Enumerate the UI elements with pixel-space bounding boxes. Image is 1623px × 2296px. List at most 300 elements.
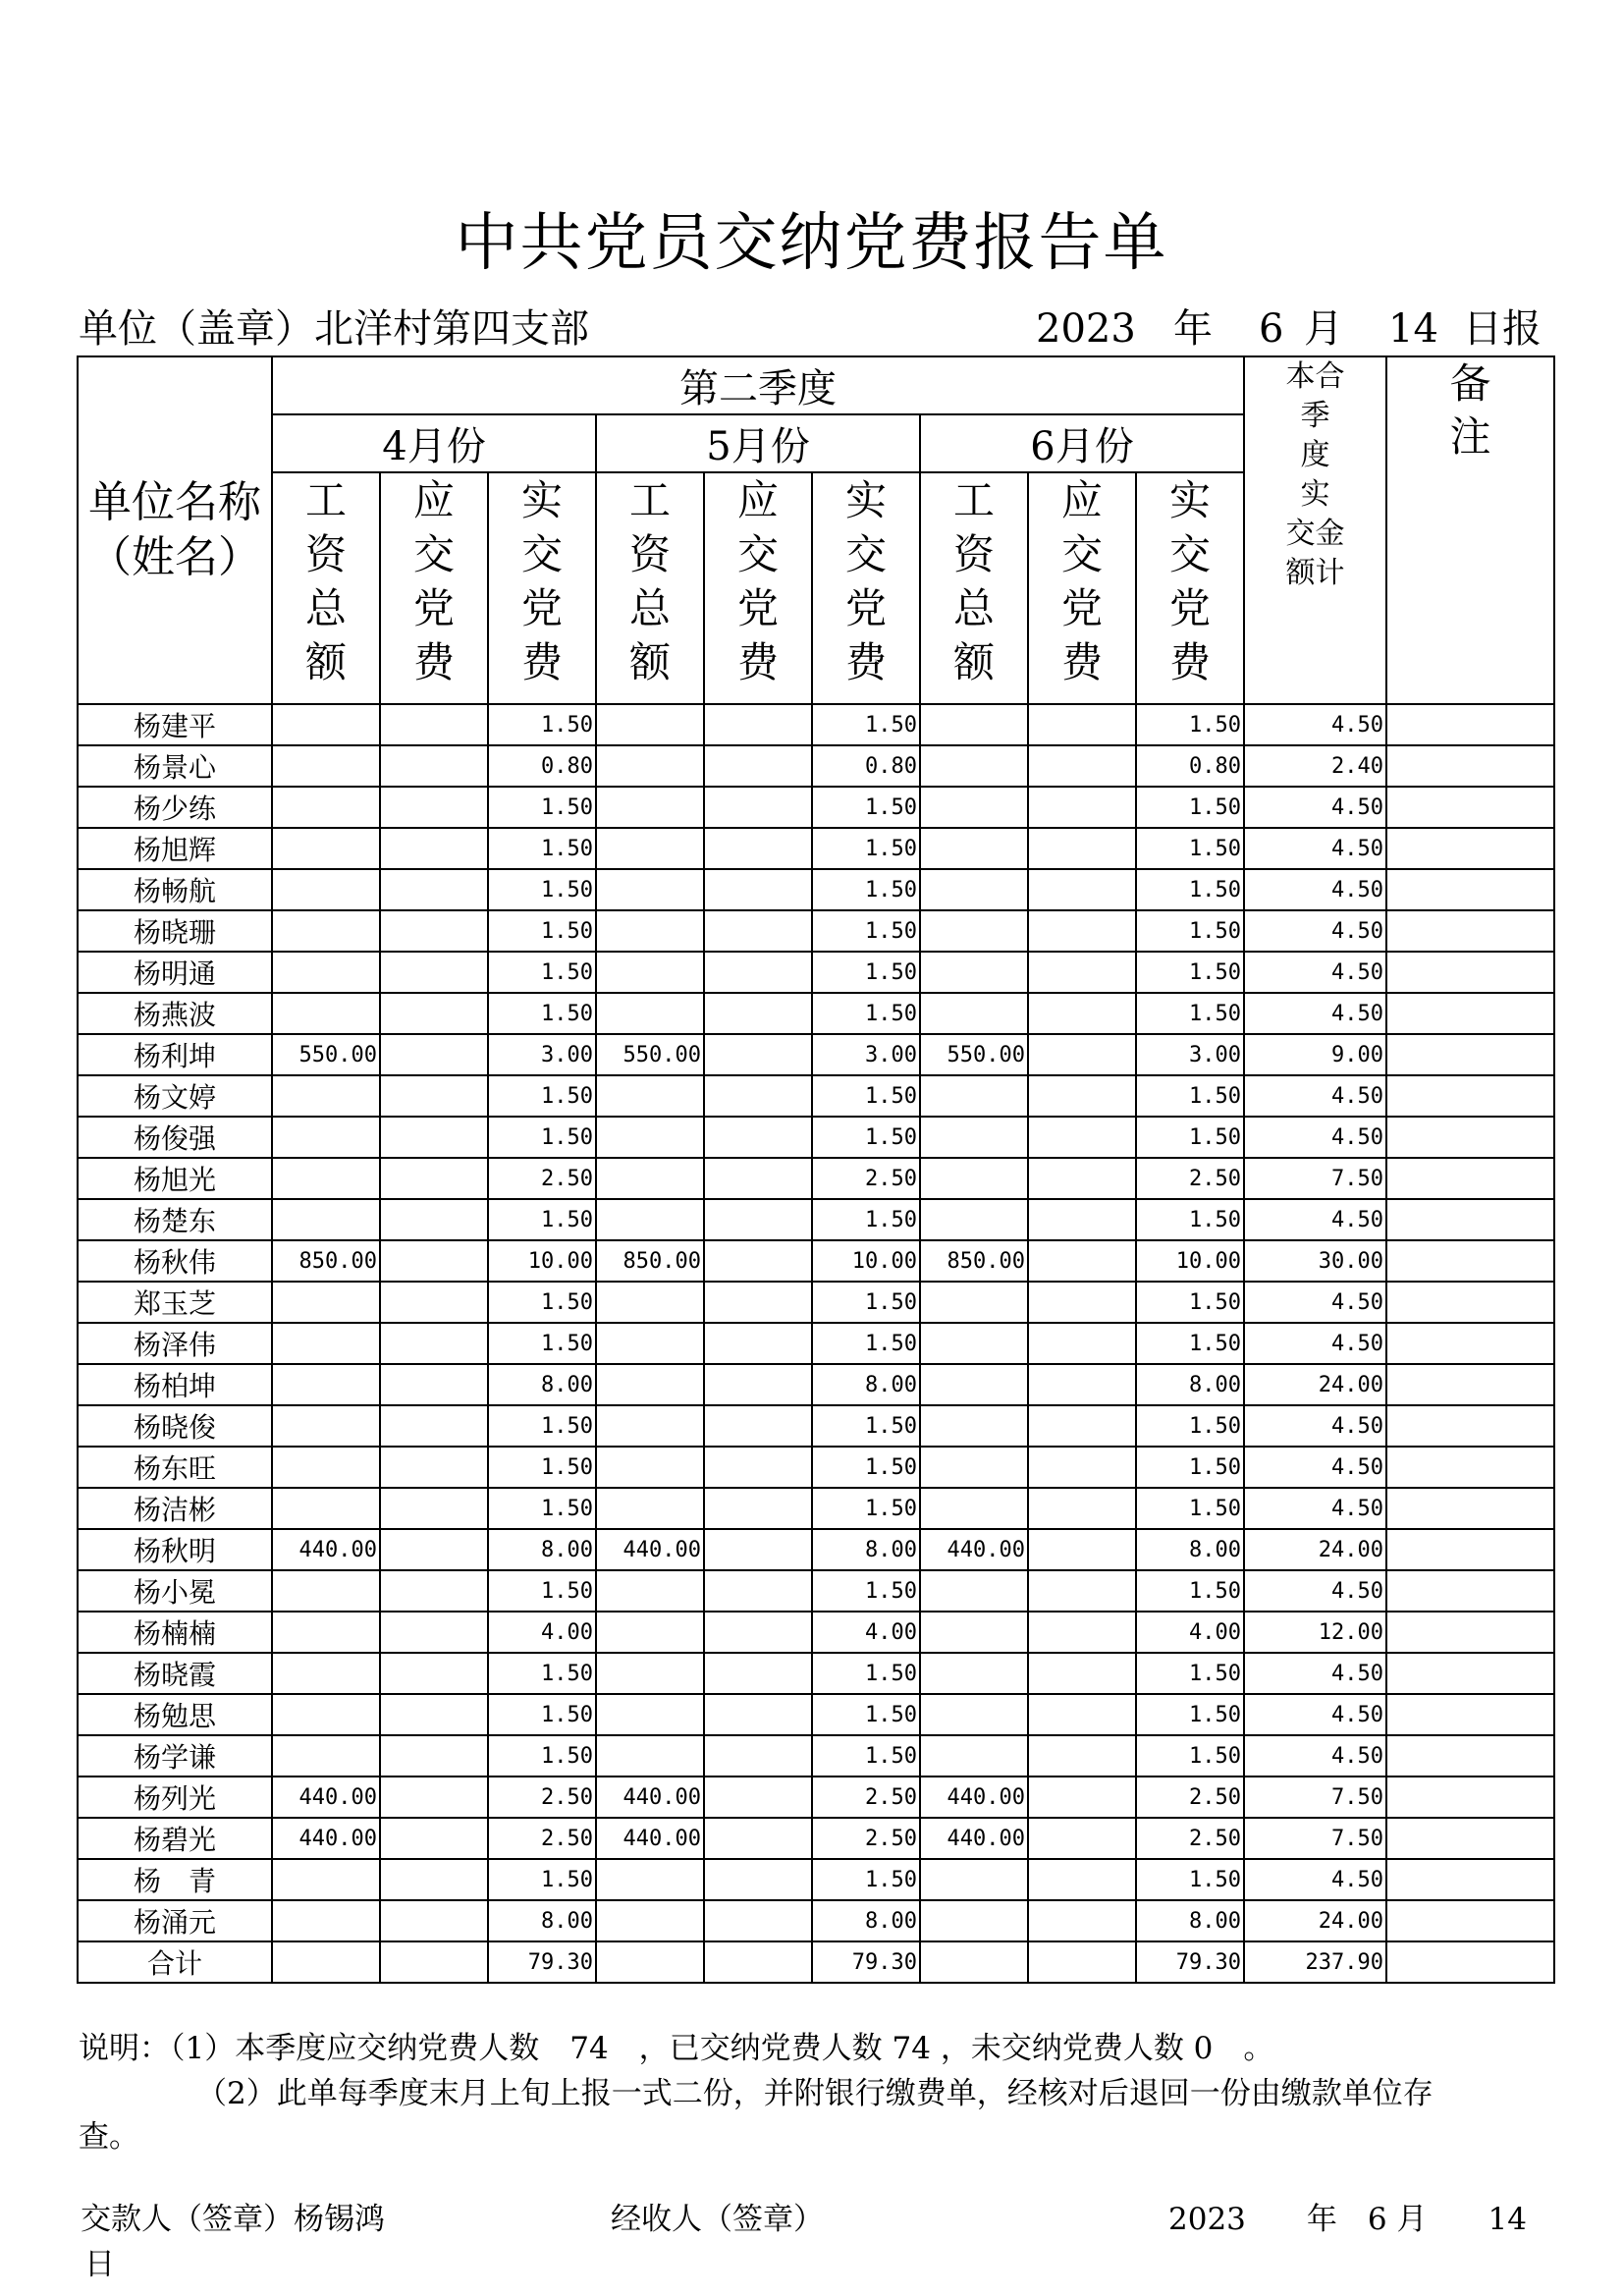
table-cell: 1.50 bbox=[1136, 787, 1244, 828]
table-cell bbox=[596, 745, 704, 787]
table-cell bbox=[704, 1735, 812, 1777]
table-cell bbox=[380, 1364, 488, 1405]
table-cell: 550.00 bbox=[920, 1034, 1028, 1075]
subcol-char: 费 bbox=[1060, 638, 1103, 686]
total-col-char: 交金 bbox=[1285, 517, 1345, 551]
table-cell: 850.00 bbox=[920, 1240, 1028, 1282]
table-cell: 4.50 bbox=[1244, 787, 1386, 828]
subcol-char: 总 bbox=[304, 584, 347, 632]
table-cell bbox=[1028, 993, 1136, 1034]
table-cell bbox=[596, 1570, 704, 1612]
table-row bbox=[78, 1612, 1554, 1653]
subcol-header-dues-owed bbox=[704, 472, 812, 704]
table-cell bbox=[596, 1323, 704, 1364]
table-cell: 0.80 bbox=[812, 745, 920, 787]
table-cell: 4.00 bbox=[488, 1612, 596, 1653]
table-cell bbox=[380, 910, 488, 952]
table-cell: 24.00 bbox=[1244, 1364, 1386, 1405]
table-cell bbox=[1028, 1653, 1136, 1694]
table-cell bbox=[704, 1941, 812, 1983]
member-name: 杨秋明 bbox=[78, 1529, 272, 1570]
table-cell bbox=[380, 952, 488, 993]
subcol-header-wage-total bbox=[920, 472, 1028, 704]
table-cell bbox=[272, 910, 380, 952]
table-cell bbox=[380, 1694, 488, 1735]
table-row bbox=[78, 1694, 1554, 1735]
subcol-char: 应 bbox=[1060, 476, 1103, 524]
subcol-header-dues-paid bbox=[1136, 472, 1244, 704]
subcol-char: 费 bbox=[736, 638, 779, 686]
table-cell bbox=[272, 704, 380, 745]
table-cell bbox=[704, 1570, 812, 1612]
table-cell: 1.50 bbox=[488, 1405, 596, 1447]
table-cell: 1.50 bbox=[1136, 1447, 1244, 1488]
table-cell: 1.50 bbox=[812, 993, 920, 1034]
table-cell: 2.50 bbox=[488, 1777, 596, 1818]
table-cell bbox=[596, 1282, 704, 1323]
table-cell bbox=[1386, 1240, 1554, 1282]
table-cell bbox=[704, 1323, 812, 1364]
explanation-line-2: （2）此单每季度末月上旬上报一式二份，并附银行缴费单，经核对后退回一份由缴款单位存 bbox=[196, 2076, 1434, 2111]
table-cell bbox=[1028, 1199, 1136, 1240]
table-header bbox=[78, 356, 1554, 704]
subcol-char: 额 bbox=[952, 638, 995, 686]
subcol-header-dues-owed bbox=[380, 472, 488, 704]
table-cell bbox=[1028, 1859, 1136, 1900]
table-cell bbox=[272, 1282, 380, 1323]
table-cell: 4.50 bbox=[1244, 1282, 1386, 1323]
table-cell: 1.50 bbox=[1136, 869, 1244, 910]
table-cell: 1.50 bbox=[812, 910, 920, 952]
table-cell: 1.50 bbox=[1136, 1117, 1244, 1158]
table-cell bbox=[1028, 1941, 1136, 1983]
table-row bbox=[78, 1199, 1554, 1240]
table-cell bbox=[1028, 869, 1136, 910]
table-cell bbox=[380, 1447, 488, 1488]
table-cell bbox=[596, 1405, 704, 1447]
table-cell bbox=[1386, 1447, 1554, 1488]
table-cell bbox=[920, 1405, 1028, 1447]
table-cell: 10.00 bbox=[488, 1240, 596, 1282]
table-cell bbox=[1028, 1364, 1136, 1405]
subcol-header-dues-owed bbox=[1028, 472, 1136, 704]
table-cell bbox=[1386, 1117, 1554, 1158]
subcol-char: 交 bbox=[1168, 530, 1211, 578]
table-cell bbox=[920, 828, 1028, 869]
table-cell bbox=[1028, 1117, 1136, 1158]
table-cell bbox=[704, 1158, 812, 1199]
table-cell bbox=[380, 1818, 488, 1859]
table-cell bbox=[920, 1323, 1028, 1364]
member-name: 合计 bbox=[78, 1941, 272, 1983]
table-body bbox=[78, 704, 1554, 1983]
table-cell bbox=[704, 1859, 812, 1900]
table-row bbox=[78, 787, 1554, 828]
table-cell: 8.00 bbox=[488, 1364, 596, 1405]
table-cell bbox=[704, 1447, 812, 1488]
subcol-char: 资 bbox=[952, 530, 995, 578]
table-cell: 1.50 bbox=[812, 1323, 920, 1364]
table-row bbox=[78, 1075, 1554, 1117]
table-cell bbox=[704, 1034, 812, 1075]
table-cell: 1.50 bbox=[1136, 828, 1244, 869]
member-name: 杨旭光 bbox=[78, 1158, 272, 1199]
member-name: 杨勉思 bbox=[78, 1694, 272, 1735]
table-cell: 8.00 bbox=[488, 1529, 596, 1570]
table-cell bbox=[380, 1158, 488, 1199]
table-cell bbox=[380, 745, 488, 787]
name-col-sublabel: （姓名） bbox=[88, 532, 261, 582]
table-cell bbox=[380, 1199, 488, 1240]
table-cell: 440.00 bbox=[920, 1777, 1028, 1818]
table-cell bbox=[704, 1117, 812, 1158]
table-cell bbox=[1028, 787, 1136, 828]
table-cell bbox=[272, 1612, 380, 1653]
total-col-char: 度 bbox=[1300, 438, 1330, 472]
table-row bbox=[78, 869, 1554, 910]
table-cell bbox=[1386, 745, 1554, 787]
subcol-char: 实 bbox=[844, 476, 887, 524]
table-cell: 1.50 bbox=[812, 828, 920, 869]
table-cell bbox=[380, 1323, 488, 1364]
table-cell: 1.50 bbox=[812, 1199, 920, 1240]
table-cell: 7.50 bbox=[1244, 1158, 1386, 1199]
member-name: 杨少练 bbox=[78, 787, 272, 828]
table-cell: 1.50 bbox=[488, 1323, 596, 1364]
table-cell: 2.50 bbox=[1136, 1777, 1244, 1818]
table-cell: 3.00 bbox=[812, 1034, 920, 1075]
table-cell bbox=[272, 745, 380, 787]
table-cell: 79.30 bbox=[1136, 1941, 1244, 1983]
member-name: 杨小冕 bbox=[78, 1570, 272, 1612]
table-cell bbox=[272, 1694, 380, 1735]
table-row bbox=[78, 1364, 1554, 1405]
table-cell bbox=[596, 1488, 704, 1529]
table-cell: 4.50 bbox=[1244, 1117, 1386, 1158]
table-cell bbox=[272, 1364, 380, 1405]
table-cell: 2.50 bbox=[1136, 1158, 1244, 1199]
table-cell bbox=[380, 1075, 488, 1117]
member-name: 杨碧光 bbox=[78, 1818, 272, 1859]
table-cell: 1.50 bbox=[488, 1859, 596, 1900]
subcol-char: 交 bbox=[520, 530, 563, 578]
table-cell: 440.00 bbox=[920, 1529, 1028, 1570]
table-cell bbox=[596, 1900, 704, 1941]
table-cell bbox=[1386, 1282, 1554, 1323]
report-year-label: 年 bbox=[1173, 306, 1213, 352]
member-name: 杨晓俊 bbox=[78, 1405, 272, 1447]
table-cell bbox=[380, 1282, 488, 1323]
unit-line: 单位（盖章）北洋村第四支部 bbox=[79, 306, 589, 352]
table-cell: 4.50 bbox=[1244, 704, 1386, 745]
table-cell bbox=[272, 1900, 380, 1941]
table-cell bbox=[920, 1735, 1028, 1777]
table-row bbox=[78, 1240, 1554, 1282]
table-cell bbox=[704, 910, 812, 952]
table-cell bbox=[380, 869, 488, 910]
member-name: 杨文婷 bbox=[78, 1075, 272, 1117]
table-row bbox=[78, 1447, 1554, 1488]
subcol-char: 工 bbox=[304, 476, 347, 524]
table-cell bbox=[1028, 1612, 1136, 1653]
table-cell bbox=[704, 1075, 812, 1117]
table-cell: 2.50 bbox=[812, 1158, 920, 1199]
table-cell bbox=[272, 1735, 380, 1777]
subcol-char: 费 bbox=[520, 638, 563, 686]
remark-char: 注 bbox=[1449, 412, 1491, 461]
subcol-char: 额 bbox=[304, 638, 347, 686]
table-cell: 1.50 bbox=[812, 1405, 920, 1447]
subcol-char: 费 bbox=[844, 638, 887, 686]
member-name: 杨俊强 bbox=[78, 1117, 272, 1158]
table-cell bbox=[272, 1941, 380, 1983]
table-cell: 1.50 bbox=[488, 910, 596, 952]
table-cell bbox=[596, 787, 704, 828]
table-cell: 2.40 bbox=[1244, 745, 1386, 787]
table-cell bbox=[380, 993, 488, 1034]
table-cell: 8.00 bbox=[1136, 1900, 1244, 1941]
table-cell: 8.00 bbox=[1136, 1364, 1244, 1405]
table-cell: 1.50 bbox=[488, 1447, 596, 1488]
table-cell bbox=[1386, 787, 1554, 828]
table-cell bbox=[1028, 1405, 1136, 1447]
table-cell: 1.50 bbox=[1136, 1405, 1244, 1447]
table-cell bbox=[380, 1488, 488, 1529]
table-cell: 4.50 bbox=[1244, 1694, 1386, 1735]
table-cell bbox=[272, 1075, 380, 1117]
member-name: 杨 青 bbox=[78, 1859, 272, 1900]
table-cell bbox=[920, 1900, 1028, 1941]
table-cell bbox=[1386, 1529, 1554, 1570]
table-cell: 4.50 bbox=[1244, 1323, 1386, 1364]
table-cell bbox=[1028, 1529, 1136, 1570]
member-name: 杨东旺 bbox=[78, 1447, 272, 1488]
table-cell: 1.50 bbox=[812, 952, 920, 993]
table-cell: 440.00 bbox=[596, 1529, 704, 1570]
table-cell bbox=[596, 1447, 704, 1488]
table-cell bbox=[1028, 1570, 1136, 1612]
table-cell bbox=[920, 952, 1028, 993]
table-cell bbox=[920, 1282, 1028, 1323]
subcol-char: 应 bbox=[736, 476, 779, 524]
table-cell bbox=[380, 1117, 488, 1158]
table-cell bbox=[380, 1777, 488, 1818]
table-cell: 4.50 bbox=[1244, 1570, 1386, 1612]
member-name: 杨洁彬 bbox=[78, 1488, 272, 1529]
subcol-char: 实 bbox=[520, 476, 563, 524]
table-cell: 4.50 bbox=[1244, 1199, 1386, 1240]
table-cell bbox=[380, 1941, 488, 1983]
table-row bbox=[78, 1570, 1554, 1612]
table-cell: 1.50 bbox=[488, 1488, 596, 1529]
table-cell bbox=[704, 1529, 812, 1570]
table-row bbox=[78, 1282, 1554, 1323]
table-cell: 4.50 bbox=[1244, 952, 1386, 993]
table-cell bbox=[704, 1612, 812, 1653]
member-name: 杨楠楠 bbox=[78, 1612, 272, 1653]
table-cell bbox=[272, 828, 380, 869]
table-cell bbox=[1028, 1735, 1136, 1777]
table-cell bbox=[704, 1282, 812, 1323]
table-cell bbox=[1386, 1735, 1554, 1777]
table-cell bbox=[1386, 1158, 1554, 1199]
table-cell: 1.50 bbox=[812, 1488, 920, 1529]
quarter-header: 第二季度 bbox=[272, 356, 1244, 414]
table-cell bbox=[380, 704, 488, 745]
table-cell bbox=[920, 1075, 1028, 1117]
table-cell bbox=[704, 993, 812, 1034]
table-cell bbox=[920, 704, 1028, 745]
table-cell: 1.50 bbox=[812, 704, 920, 745]
table-cell bbox=[1028, 745, 1136, 787]
table-row bbox=[78, 1900, 1554, 1941]
subcol-char: 党 bbox=[412, 584, 455, 632]
table-cell: 550.00 bbox=[596, 1034, 704, 1075]
table-cell bbox=[596, 993, 704, 1034]
subcol-char: 工 bbox=[952, 476, 995, 524]
subcol-char: 额 bbox=[628, 638, 671, 686]
table-cell: 1.50 bbox=[488, 1653, 596, 1694]
table-cell bbox=[272, 1158, 380, 1199]
member-name: 杨秋伟 bbox=[78, 1240, 272, 1282]
table-cell: 1.50 bbox=[488, 1117, 596, 1158]
table-cell bbox=[920, 910, 1028, 952]
subcol-header-wage-total bbox=[596, 472, 704, 704]
member-name: 杨利坤 bbox=[78, 1034, 272, 1075]
table-cell bbox=[272, 869, 380, 910]
table-cell: 1.50 bbox=[812, 1570, 920, 1612]
table-cell bbox=[380, 1653, 488, 1694]
table-cell: 4.50 bbox=[1244, 1653, 1386, 1694]
table-cell: 10.00 bbox=[1136, 1240, 1244, 1282]
table-cell: 2.50 bbox=[1136, 1818, 1244, 1859]
table-cell bbox=[1386, 1034, 1554, 1075]
table-cell bbox=[596, 952, 704, 993]
table-cell bbox=[920, 1199, 1028, 1240]
table-cell bbox=[920, 1941, 1028, 1983]
table-cell bbox=[1028, 704, 1136, 745]
table-cell bbox=[272, 1117, 380, 1158]
table-cell bbox=[380, 787, 488, 828]
table-cell: 1.50 bbox=[1136, 1199, 1244, 1240]
table-cell bbox=[1386, 952, 1554, 993]
table-cell: 1.50 bbox=[1136, 1694, 1244, 1735]
table-cell: 440.00 bbox=[272, 1818, 380, 1859]
table-cell bbox=[1386, 704, 1554, 745]
table-cell bbox=[1028, 952, 1136, 993]
report-title: 中共党员交纳党费报告单 bbox=[455, 207, 1168, 280]
subcol-char: 交 bbox=[736, 530, 779, 578]
table-cell bbox=[920, 993, 1028, 1034]
table-row bbox=[78, 745, 1554, 787]
total-col-char: 额计 bbox=[1285, 556, 1345, 590]
table-cell bbox=[1386, 1364, 1554, 1405]
table-cell: 8.00 bbox=[812, 1529, 920, 1570]
table-cell bbox=[596, 828, 704, 869]
table-cell: 850.00 bbox=[272, 1240, 380, 1282]
subcol-char: 费 bbox=[412, 638, 455, 686]
table-cell bbox=[1028, 1034, 1136, 1075]
table-cell: 1.50 bbox=[488, 1199, 596, 1240]
table-row bbox=[78, 1529, 1554, 1570]
total-col-char: 本合 bbox=[1285, 359, 1345, 394]
member-name: 杨涌元 bbox=[78, 1900, 272, 1941]
table-cell bbox=[596, 1364, 704, 1405]
table-cell bbox=[596, 1653, 704, 1694]
table-cell: 8.00 bbox=[812, 1900, 920, 1941]
report-month-label: 月 bbox=[1304, 306, 1343, 352]
report-day-label: 日报 bbox=[1463, 306, 1542, 352]
table-cell: 0.80 bbox=[1136, 745, 1244, 787]
table-cell: 1.50 bbox=[488, 1075, 596, 1117]
table-cell: 30.00 bbox=[1244, 1240, 1386, 1282]
table-cell bbox=[704, 952, 812, 993]
table-cell: 2.50 bbox=[488, 1158, 596, 1199]
table-row bbox=[78, 993, 1554, 1034]
table-cell: 1.50 bbox=[488, 1570, 596, 1612]
table-cell bbox=[1028, 1075, 1136, 1117]
month-header-june: 6月份 bbox=[920, 414, 1244, 472]
table-cell bbox=[704, 1405, 812, 1447]
table-cell bbox=[1386, 828, 1554, 869]
total-col-char: 实 bbox=[1300, 477, 1330, 512]
table-cell bbox=[920, 787, 1028, 828]
member-name: 杨景心 bbox=[78, 745, 272, 787]
member-name: 杨晓珊 bbox=[78, 910, 272, 952]
table-cell: 1.50 bbox=[488, 952, 596, 993]
table-cell: 1.50 bbox=[488, 704, 596, 745]
table-cell: 550.00 bbox=[272, 1034, 380, 1075]
table-cell: 1.50 bbox=[1136, 910, 1244, 952]
table-cell bbox=[920, 1612, 1028, 1653]
table-cell: 2.50 bbox=[812, 1818, 920, 1859]
payer-signature: 交款人（签章）杨锡鸿 bbox=[81, 2202, 385, 2237]
table-cell: 1.50 bbox=[1136, 952, 1244, 993]
table-cell bbox=[1386, 1818, 1554, 1859]
table-cell bbox=[704, 869, 812, 910]
member-name: 杨泽伟 bbox=[78, 1323, 272, 1364]
table-cell: 4.50 bbox=[1244, 910, 1386, 952]
report-month: 6 bbox=[1259, 306, 1284, 352]
table-cell bbox=[1386, 869, 1554, 910]
table-cell bbox=[596, 704, 704, 745]
member-name: 杨学谦 bbox=[78, 1735, 272, 1777]
member-name: 郑玉芝 bbox=[78, 1282, 272, 1323]
subcol-char: 实 bbox=[1168, 476, 1211, 524]
table-cell bbox=[704, 1694, 812, 1735]
total-col-char: 季 bbox=[1300, 399, 1330, 433]
table-cell bbox=[380, 1612, 488, 1653]
table-row bbox=[78, 1488, 1554, 1529]
table-cell bbox=[1386, 1653, 1554, 1694]
table-cell bbox=[1386, 1075, 1554, 1117]
member-name: 杨晓霞 bbox=[78, 1653, 272, 1694]
subcol-char: 交 bbox=[844, 530, 887, 578]
report-year: 2023 bbox=[1036, 306, 1136, 352]
table-cell: 440.00 bbox=[272, 1529, 380, 1570]
table-cell bbox=[1386, 910, 1554, 952]
remark-char: 备 bbox=[1449, 359, 1491, 408]
table-row bbox=[78, 1777, 1554, 1818]
table-cell bbox=[1386, 1488, 1554, 1529]
table-row bbox=[78, 828, 1554, 869]
table-cell bbox=[920, 1447, 1028, 1488]
table-cell bbox=[272, 1859, 380, 1900]
table-cell bbox=[704, 787, 812, 828]
table-cell bbox=[380, 1859, 488, 1900]
table-cell bbox=[1386, 1694, 1554, 1735]
table-cell bbox=[920, 1364, 1028, 1405]
